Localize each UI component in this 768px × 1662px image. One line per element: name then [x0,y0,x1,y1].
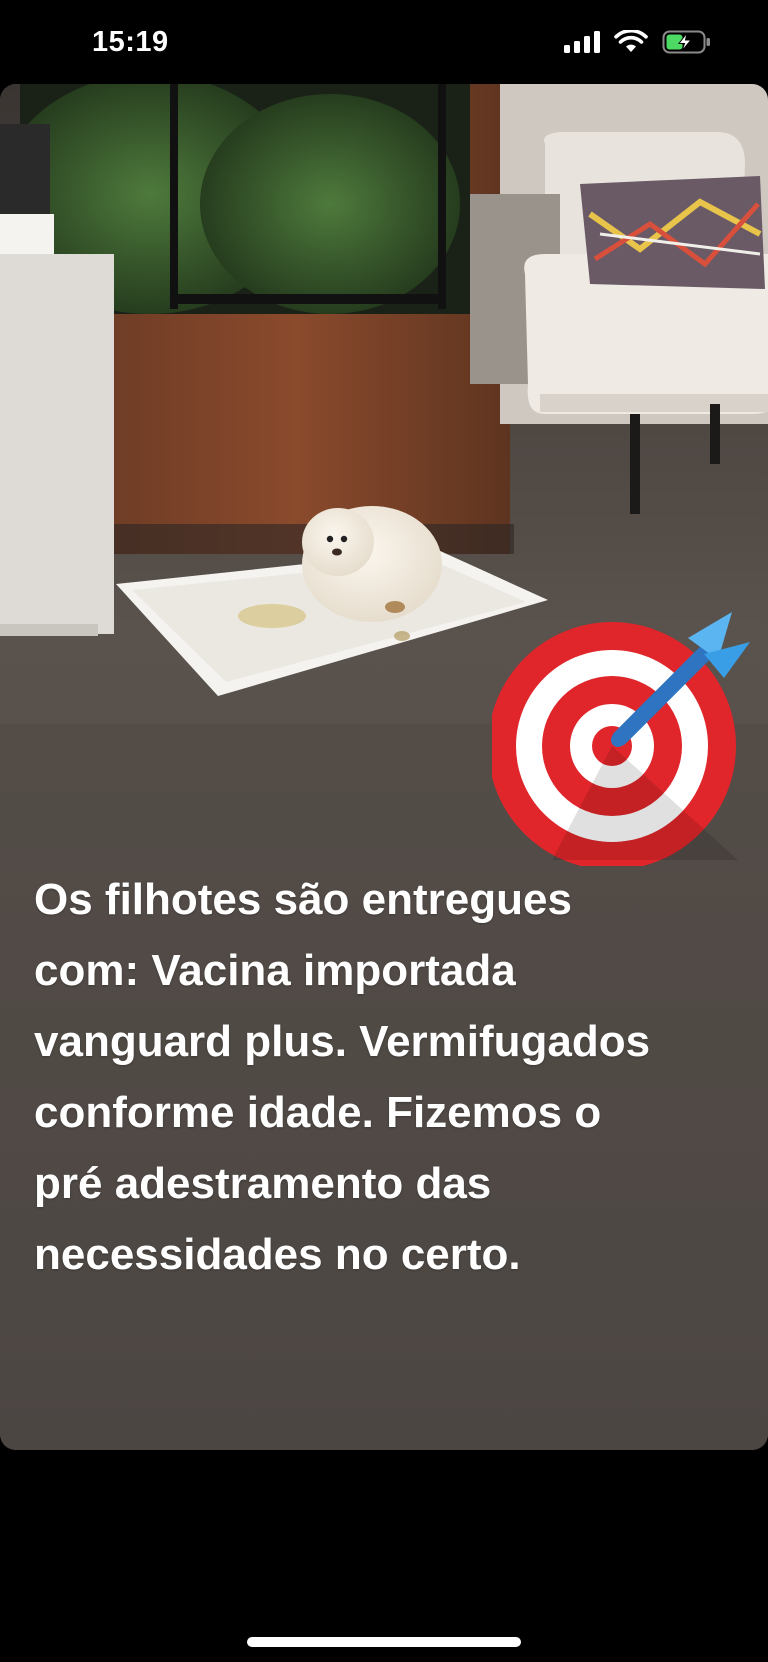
status-time: 15:19 [92,26,169,58]
status-bar [0,0,768,88]
story-media[interactable] [0,84,768,1450]
story-caption: Os filhotes são entregues com: Vacina importada vanguard plus. Vermifugados conforme idade. Fizemos o pré adestramento das necessidades no certo. [34,875,651,1279]
dart-target-sticker[interactable] [492,602,756,866]
cellular-signal-icon [564,31,600,53]
home-indicator[interactable] [247,1637,521,1647]
status-icons [564,30,712,54]
wifi-icon [614,30,648,54]
battery-charging-icon [662,30,712,54]
